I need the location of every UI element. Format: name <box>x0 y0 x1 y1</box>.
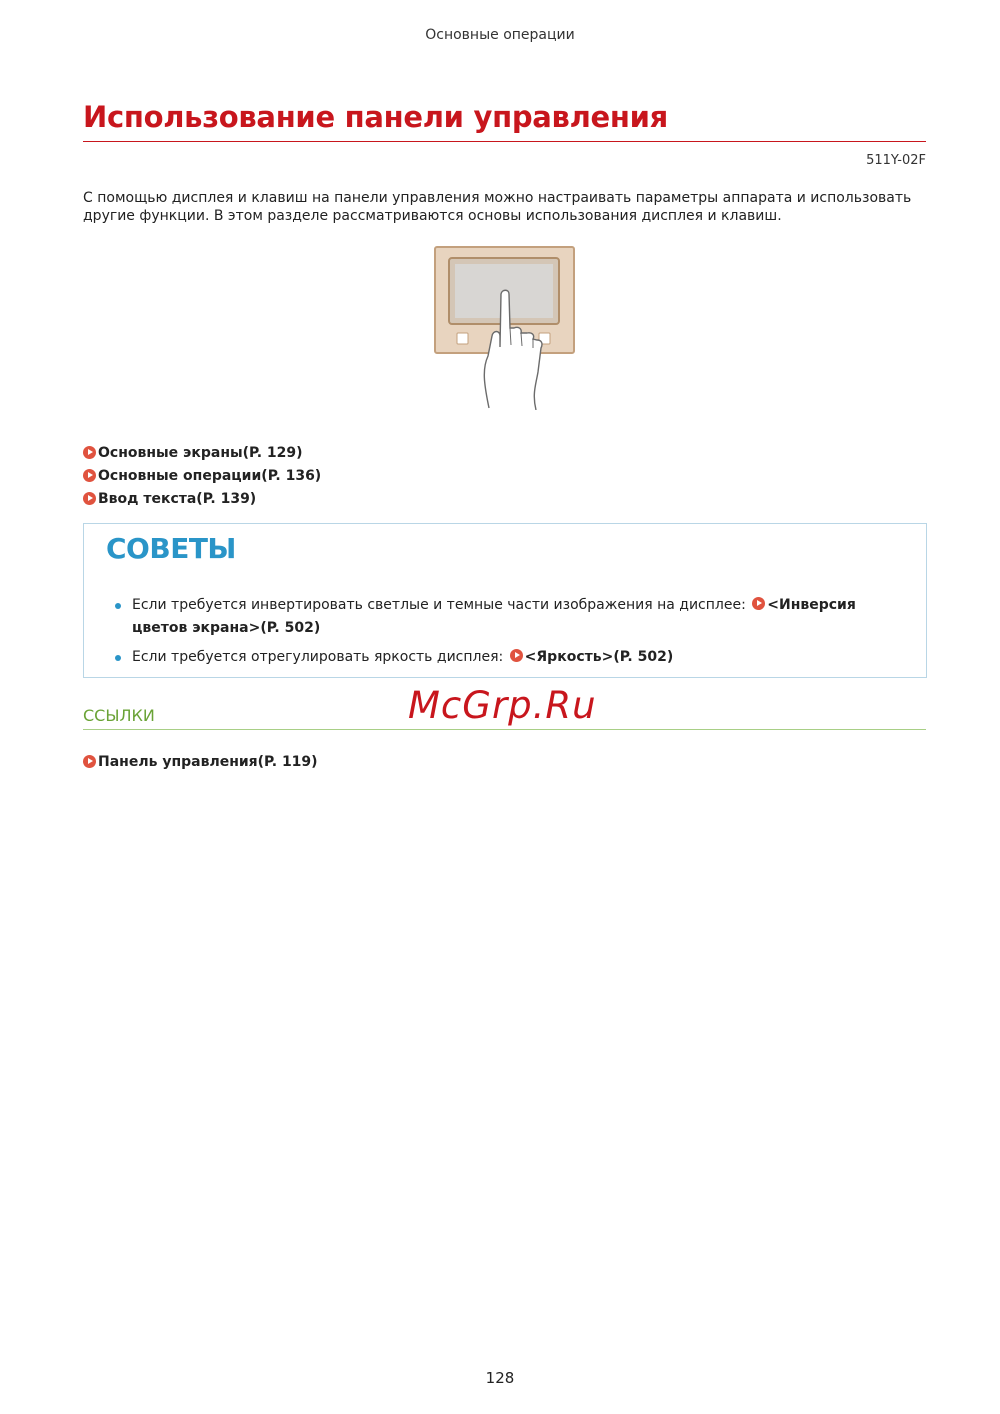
link-label[interactable]: Панель управления(P. 119) <box>98 753 318 770</box>
tip-item <box>110 646 900 669</box>
related-links <box>83 441 321 510</box>
tip-item <box>110 594 900 640</box>
circle-arrow-right-icon <box>83 446 96 459</box>
running-header: Основные операции <box>425 27 575 43</box>
circle-arrow-right-icon <box>83 755 96 768</box>
watermark: McGrp.Ru <box>408 684 597 727</box>
intro-paragraph: С помощью дисплея и клавиш на панели управления можно настраивать параметры аппарата и использовать другие функции. В этом разделе рассматриваются основы использования дисплея и клавиш. <box>83 190 912 224</box>
link-text-input[interactable] <box>83 487 321 510</box>
tips-title: СОВЕТЫ <box>106 532 236 565</box>
references-heading: ССЫЛКИ <box>83 706 155 725</box>
page-title: Использование панели управления <box>83 100 668 134</box>
tips-box <box>83 523 927 678</box>
page-number: 128 <box>485 1369 515 1387</box>
link-control-panel[interactable] <box>83 750 318 773</box>
references-links <box>83 750 318 773</box>
link-label[interactable]: Ввод текста(P. 139) <box>98 490 257 507</box>
link-label[interactable]: Основные экраны(P. 129) <box>98 444 303 461</box>
circle-arrow-right-icon <box>752 597 765 610</box>
circle-arrow-right-icon <box>510 649 523 662</box>
tip-text: Если требуется инвертировать светлые и темные части изображения на дисплее: <box>132 597 746 613</box>
tip-text: Если требуется отрегулировать яркость дисплея: <box>132 649 504 665</box>
references-divider <box>83 729 926 730</box>
tips-list <box>110 594 900 675</box>
link-label[interactable]: Основные операции(P. 136) <box>98 467 322 484</box>
circle-arrow-right-icon <box>83 469 96 482</box>
link-basic-operations[interactable] <box>83 464 321 487</box>
title-divider <box>83 141 926 142</box>
tip-link-brightness[interactable]: <Яркость>(P. 502) <box>524 649 674 665</box>
link-basic-screens[interactable] <box>83 441 321 464</box>
control-panel-illustration <box>432 244 582 410</box>
tip-link-invert-colors[interactable]: <Инверсия цветов экрана>(P. 502) <box>132 597 856 636</box>
document-id: 511Y-02F <box>866 153 926 168</box>
circle-arrow-right-icon <box>83 492 96 505</box>
